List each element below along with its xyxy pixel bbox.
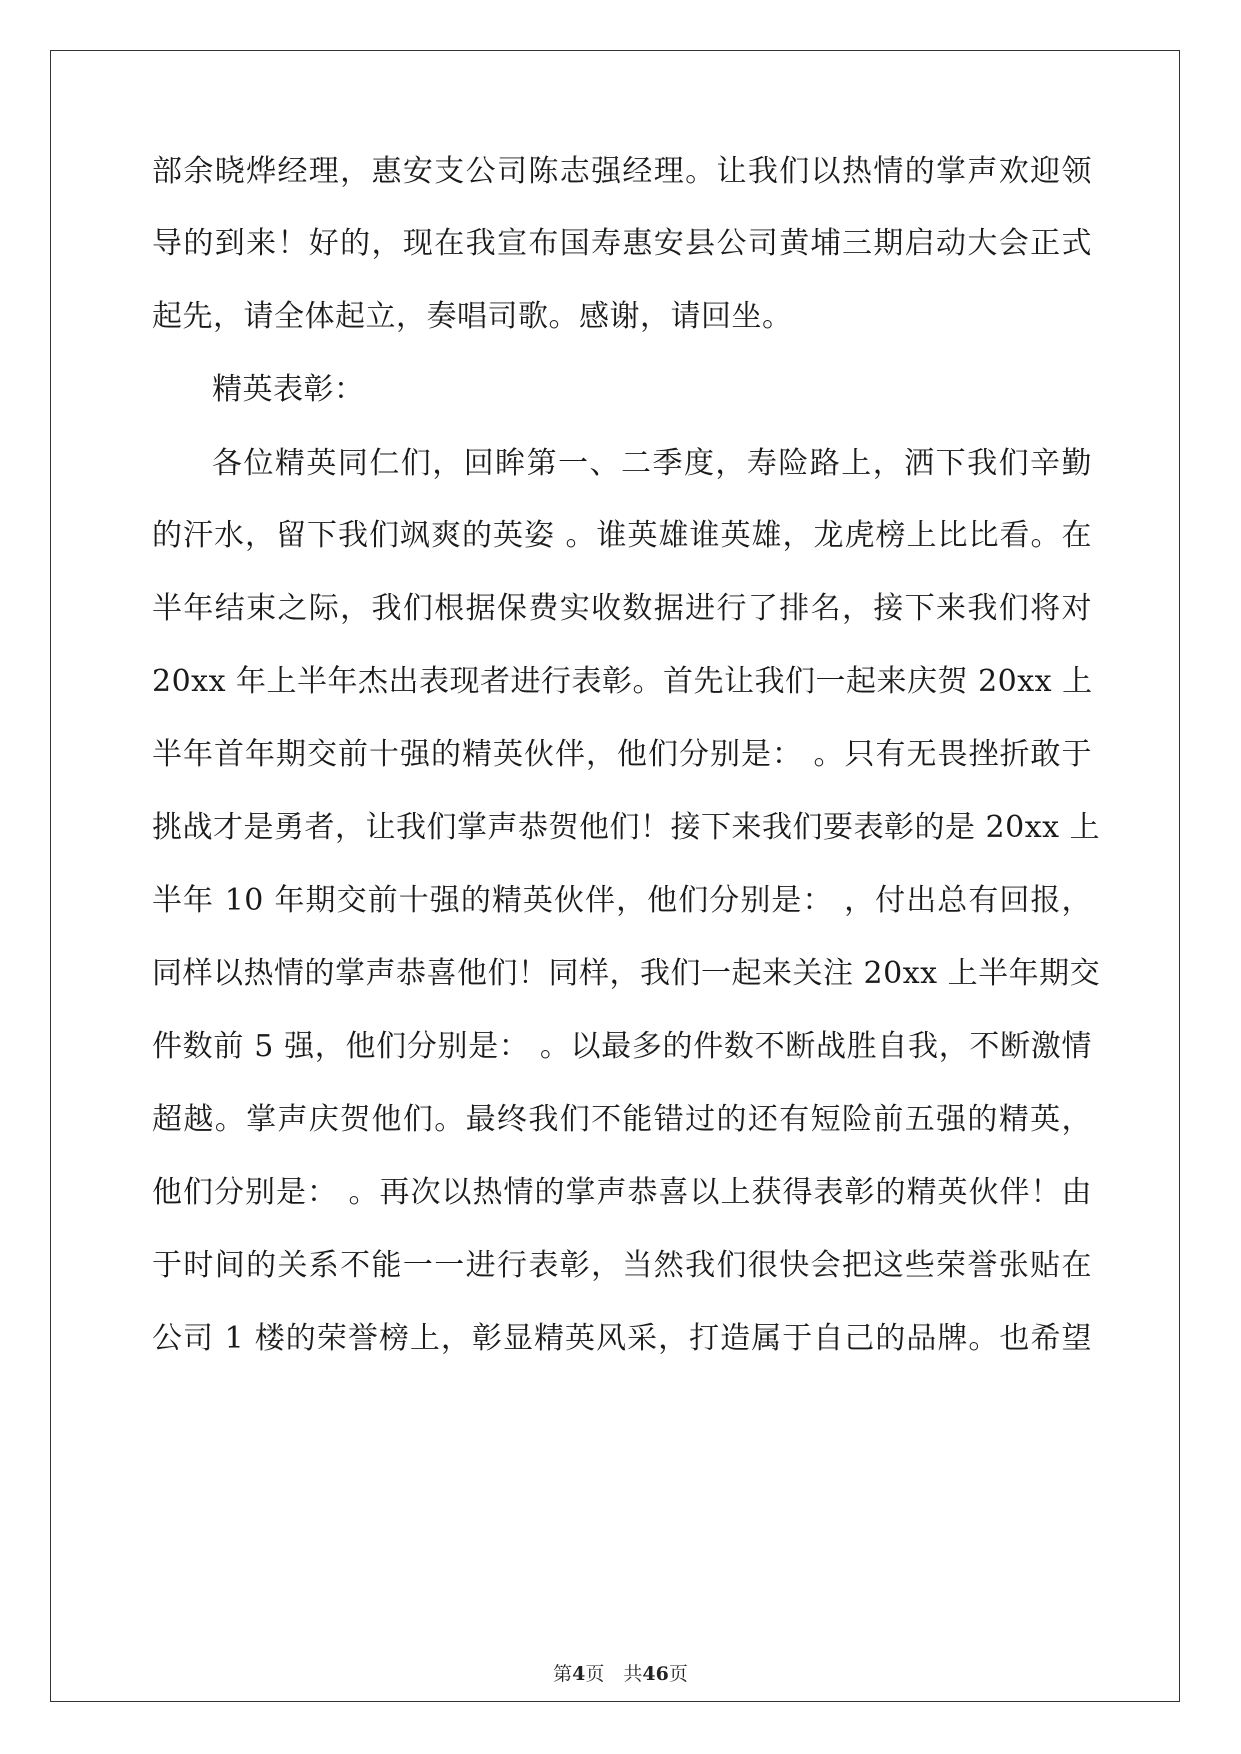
- footer-suffix: 页: [668, 1663, 688, 1685]
- paragraph-line: 超越。掌声庆贺他们。最终我们不能错过的还有短险前五强的精英，: [152, 1102, 1092, 1137]
- paragraph-line: 导的到来！好的，现在我宣布国寿惠安县公司黄埔三期启动大会正式: [152, 226, 1092, 261]
- paragraph-line: 半年首年期交前十强的精英伙伴，他们分别是： 。只有无畏挫折敢于: [152, 737, 1092, 772]
- paragraph-line: 的汗水，留下我们飒爽的英姿 。谁英雄谁英雄，龙虎榜上比比看。在: [152, 518, 1092, 553]
- footer-prefix: 第: [553, 1663, 573, 1685]
- page-footer: [0, 1662, 1241, 1686]
- paragraph-line: 各位精英同仁们，回眸第一、二季度，寿险路上，洒下我们辛勤: [212, 446, 1092, 481]
- paragraph-line: 公司 1 楼的荣誉榜上，彰显精英风采，打造属于自己的品牌。也希望: [152, 1321, 1092, 1356]
- paragraph-line: 半年结束之际，我们根据保费实收数据进行了排名，接下来我们将对: [152, 591, 1092, 626]
- paragraph-line: 件数前 5 强，他们分别是： 。以最多的件数不断战胜自我，不断激情: [152, 1029, 1092, 1064]
- paragraph-line: 他们分别是： 。再次以热情的掌声恭喜以上获得表彰的精英伙伴！由: [152, 1175, 1092, 1210]
- paragraph-line: 于时间的关系不能一一进行表彰，当然我们很快会把这些荣誉张贴在: [152, 1248, 1092, 1283]
- section-heading: 精英表彰：: [212, 372, 365, 407]
- footer-mid: 页 共: [585, 1663, 643, 1685]
- paragraph-line: 挑战才是勇者，让我们掌声恭贺他们！接下来我们要表彰的是 20xx 上: [152, 810, 1101, 845]
- total-page-count: 46: [642, 1663, 669, 1685]
- paragraph-line: 半年 10 年期交前十强的精英伙伴，他们分别是： ，付出总有回报，: [152, 883, 1092, 918]
- paragraph-line: 同样以热情的掌声恭喜他们！同样，我们一起来关注 20xx 上半年期交: [152, 956, 1101, 991]
- paragraph-line: 部余晓烨经理，惠安支公司陈志强经理。让我们以热情的掌声欢迎领: [152, 154, 1092, 189]
- current-page-number: 4: [572, 1663, 586, 1685]
- paragraph-line: 20xx 年上半年杰出表现者进行表彰。首先让我们一起来庆贺 20xx 上: [152, 664, 1093, 699]
- paragraph-line: 起先，请全体起立，奏唱司歌。感谢，请回坐。: [152, 299, 793, 334]
